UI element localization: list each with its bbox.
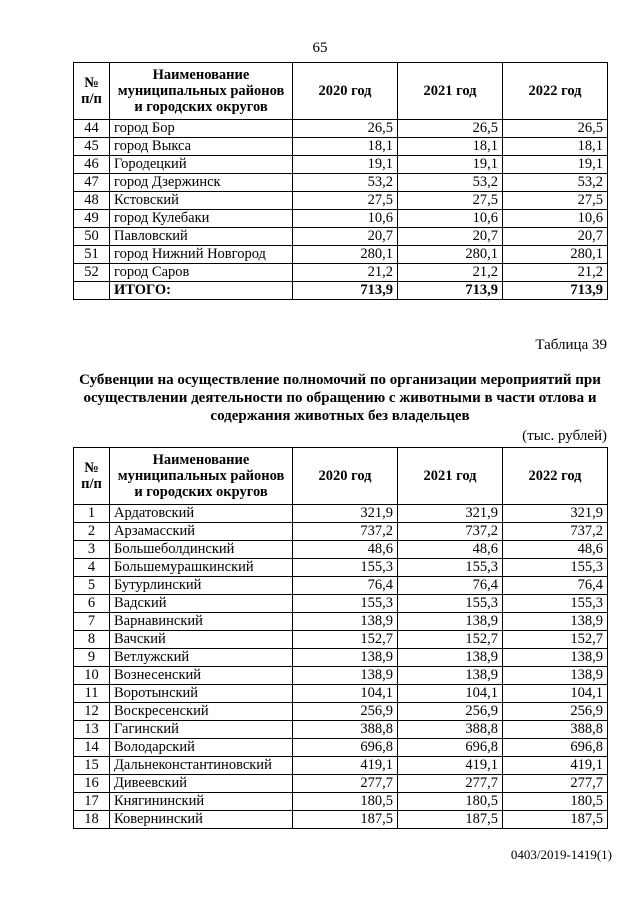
animal-control-subsidy-table bbox=[73, 447, 608, 829]
column-header-2022: 2022 год bbox=[503, 63, 608, 120]
municipality-name: город Бор bbox=[110, 120, 293, 138]
total-2022: 713,9 bbox=[503, 282, 608, 300]
value-2022: 18,1 bbox=[503, 138, 608, 156]
row-number: 14 bbox=[74, 739, 110, 757]
value-2022: 76,4 bbox=[503, 577, 608, 595]
value-2020: 419,1 bbox=[293, 757, 398, 775]
table-header-row bbox=[74, 63, 608, 120]
row-number: 52 bbox=[74, 264, 110, 282]
value-2020: 138,9 bbox=[293, 667, 398, 685]
value-2021: 187,5 bbox=[398, 811, 503, 829]
municipality-name: Ардатовский bbox=[110, 505, 293, 523]
row-number: 50 bbox=[74, 228, 110, 246]
units-label: (тыс. рублей) bbox=[522, 428, 607, 444]
municipality-name: Вадский bbox=[110, 595, 293, 613]
table-number-label: Таблица 39 bbox=[535, 337, 607, 353]
column-header-2021: 2021 год bbox=[398, 448, 503, 505]
municipality-name: Арзамасский bbox=[110, 523, 293, 541]
value-2020: 155,3 bbox=[293, 595, 398, 613]
column-header-2022: 2022 год bbox=[503, 448, 608, 505]
row-number: 17 bbox=[74, 793, 110, 811]
value-2020: 48,6 bbox=[293, 541, 398, 559]
row-number: 7 bbox=[74, 613, 110, 631]
column-header-name: Наименование муниципальных районов и городских округов bbox=[110, 448, 293, 505]
row-number: 16 bbox=[74, 775, 110, 793]
table-row bbox=[74, 811, 608, 829]
value-2020: 277,7 bbox=[293, 775, 398, 793]
table-row bbox=[74, 138, 608, 156]
table-row bbox=[74, 721, 608, 739]
value-2022: 19,1 bbox=[503, 156, 608, 174]
table-row bbox=[74, 210, 608, 228]
municipality-name: город Нижний Новгород bbox=[110, 246, 293, 264]
municipality-name: Воротынский bbox=[110, 685, 293, 703]
value-2022: 277,7 bbox=[503, 775, 608, 793]
table-row bbox=[74, 174, 608, 192]
municipality-name: Гагинский bbox=[110, 721, 293, 739]
municipality-name: Ветлужский bbox=[110, 649, 293, 667]
value-2021: 280,1 bbox=[398, 246, 503, 264]
municipality-name: Кстовский bbox=[110, 192, 293, 210]
total-2020: 713,9 bbox=[293, 282, 398, 300]
document-code: 0403/2019-1419(1) bbox=[510, 847, 612, 862]
value-2022: 21,2 bbox=[503, 264, 608, 282]
table-row bbox=[74, 228, 608, 246]
row-number: 5 bbox=[74, 577, 110, 595]
value-2021: 277,7 bbox=[398, 775, 503, 793]
row-number: 51 bbox=[74, 246, 110, 264]
column-header-num: № п/п bbox=[74, 63, 110, 120]
table-row bbox=[74, 120, 608, 138]
value-2020: 21,2 bbox=[293, 264, 398, 282]
value-2020: 18,1 bbox=[293, 138, 398, 156]
total-row bbox=[74, 282, 608, 300]
municipality-name: город Кулебаки bbox=[110, 210, 293, 228]
value-2021: 18,1 bbox=[398, 138, 503, 156]
value-2020: 20,7 bbox=[293, 228, 398, 246]
value-2021: 152,7 bbox=[398, 631, 503, 649]
value-2022: 388,8 bbox=[503, 721, 608, 739]
table-row bbox=[74, 559, 608, 577]
row-number: 48 bbox=[74, 192, 110, 210]
value-2022: 138,9 bbox=[503, 667, 608, 685]
value-2020: 19,1 bbox=[293, 156, 398, 174]
value-2021: 321,9 bbox=[398, 505, 503, 523]
row-number: 4 bbox=[74, 559, 110, 577]
row-number: 1 bbox=[74, 505, 110, 523]
column-header-2020: 2020 год bbox=[293, 448, 398, 505]
value-2022: 187,5 bbox=[503, 811, 608, 829]
value-2022: 696,8 bbox=[503, 739, 608, 757]
municipality-name: город Дзержинск bbox=[110, 174, 293, 192]
value-2020: 280,1 bbox=[293, 246, 398, 264]
municipality-name: Городецкий bbox=[110, 156, 293, 174]
table-row bbox=[74, 264, 608, 282]
table-title: Субвенции на осуществление полномочий по организации мероприятий при осуществлении деятельности по обращению с животными в части отлова и содержания животных без владельцев bbox=[79, 372, 601, 424]
table-row bbox=[74, 595, 608, 613]
value-2022: 256,9 bbox=[503, 703, 608, 721]
value-2021: 20,7 bbox=[398, 228, 503, 246]
table-row bbox=[74, 613, 608, 631]
value-2021: 138,9 bbox=[398, 613, 503, 631]
value-2020: 321,9 bbox=[293, 505, 398, 523]
municipality-name: город Саров bbox=[110, 264, 293, 282]
value-2021: 27,5 bbox=[398, 192, 503, 210]
municipality-name: Дальнеконстантиновский bbox=[110, 757, 293, 775]
municipality-name: Вачский bbox=[110, 631, 293, 649]
table-row bbox=[74, 649, 608, 667]
municipality-name: Ковернинский bbox=[110, 811, 293, 829]
municipality-name: Большеболдинский bbox=[110, 541, 293, 559]
value-2021: 26,5 bbox=[398, 120, 503, 138]
value-2021: 155,3 bbox=[398, 559, 503, 577]
value-2020: 138,9 bbox=[293, 649, 398, 667]
value-2022: 104,1 bbox=[503, 685, 608, 703]
row-number: 46 bbox=[74, 156, 110, 174]
value-2020: 737,2 bbox=[293, 523, 398, 541]
value-2020: 53,2 bbox=[293, 174, 398, 192]
row-number: 6 bbox=[74, 595, 110, 613]
page-number: 65 bbox=[312, 40, 328, 56]
value-2022: 138,9 bbox=[503, 613, 608, 631]
municipality-name: Княгининский bbox=[110, 793, 293, 811]
value-2020: 388,8 bbox=[293, 721, 398, 739]
value-2022: 27,5 bbox=[503, 192, 608, 210]
table-row bbox=[74, 631, 608, 649]
total-label: ИТОГО: bbox=[110, 282, 293, 300]
column-header-num: № п/п bbox=[74, 448, 110, 505]
value-2022: 280,1 bbox=[503, 246, 608, 264]
municipality-name: Варнавинский bbox=[110, 613, 293, 631]
value-2020: 138,9 bbox=[293, 613, 398, 631]
table-row bbox=[74, 246, 608, 264]
value-2021: 48,6 bbox=[398, 541, 503, 559]
row-number: 10 bbox=[74, 667, 110, 685]
table-row bbox=[74, 192, 608, 210]
row-number: 49 bbox=[74, 210, 110, 228]
row-number: 15 bbox=[74, 757, 110, 775]
value-2020: 10,6 bbox=[293, 210, 398, 228]
row-number: 8 bbox=[74, 631, 110, 649]
row-number: 3 bbox=[74, 541, 110, 559]
value-2021: 388,8 bbox=[398, 721, 503, 739]
municipality-name: город Выкса bbox=[110, 138, 293, 156]
municipality-name: Дивеевский bbox=[110, 775, 293, 793]
row-number: 47 bbox=[74, 174, 110, 192]
table-row bbox=[74, 577, 608, 595]
table-row bbox=[74, 667, 608, 685]
value-2022: 419,1 bbox=[503, 757, 608, 775]
value-2022: 48,6 bbox=[503, 541, 608, 559]
value-2022: 321,9 bbox=[503, 505, 608, 523]
table-row bbox=[74, 775, 608, 793]
value-2022: 20,7 bbox=[503, 228, 608, 246]
total-2021: 713,9 bbox=[398, 282, 503, 300]
value-2021: 104,1 bbox=[398, 685, 503, 703]
value-2022: 53,2 bbox=[503, 174, 608, 192]
municipality-name: Бутурлинский bbox=[110, 577, 293, 595]
value-2022: 155,3 bbox=[503, 595, 608, 613]
value-2022: 737,2 bbox=[503, 523, 608, 541]
row-number: 12 bbox=[74, 703, 110, 721]
value-2022: 10,6 bbox=[503, 210, 608, 228]
value-2020: 27,5 bbox=[293, 192, 398, 210]
municipality-name: Вознесенский bbox=[110, 667, 293, 685]
value-2020: 26,5 bbox=[293, 120, 398, 138]
row-number: 45 bbox=[74, 138, 110, 156]
municipality-name: Воскресенский bbox=[110, 703, 293, 721]
subsidy-table-continued bbox=[73, 62, 608, 300]
table-row bbox=[74, 703, 608, 721]
value-2022: 155,3 bbox=[503, 559, 608, 577]
table-row bbox=[74, 505, 608, 523]
total-num-cell bbox=[74, 282, 110, 300]
value-2021: 138,9 bbox=[398, 667, 503, 685]
value-2021: 19,1 bbox=[398, 156, 503, 174]
value-2022: 26,5 bbox=[503, 120, 608, 138]
value-2022: 138,9 bbox=[503, 649, 608, 667]
column-header-name: Наименование муниципальных районов и городских округов bbox=[110, 63, 293, 120]
value-2021: 256,9 bbox=[398, 703, 503, 721]
column-header-2021: 2021 год bbox=[398, 63, 503, 120]
municipality-name: Володарский bbox=[110, 739, 293, 757]
value-2020: 187,5 bbox=[293, 811, 398, 829]
row-number: 44 bbox=[74, 120, 110, 138]
municipality-name: Павловский bbox=[110, 228, 293, 246]
value-2020: 104,1 bbox=[293, 685, 398, 703]
value-2021: 419,1 bbox=[398, 757, 503, 775]
row-number: 11 bbox=[74, 685, 110, 703]
municipality-name: Большемурашкинский bbox=[110, 559, 293, 577]
table-row bbox=[74, 541, 608, 559]
value-2021: 737,2 bbox=[398, 523, 503, 541]
table-row bbox=[74, 757, 608, 775]
table-header-row bbox=[74, 448, 608, 505]
value-2021: 155,3 bbox=[398, 595, 503, 613]
value-2022: 152,7 bbox=[503, 631, 608, 649]
value-2021: 696,8 bbox=[398, 739, 503, 757]
row-number: 13 bbox=[74, 721, 110, 739]
value-2021: 76,4 bbox=[398, 577, 503, 595]
value-2021: 53,2 bbox=[398, 174, 503, 192]
table-row bbox=[74, 523, 608, 541]
table-row bbox=[74, 739, 608, 757]
column-header-2020: 2020 год bbox=[293, 63, 398, 120]
value-2021: 21,2 bbox=[398, 264, 503, 282]
value-2021: 138,9 bbox=[398, 649, 503, 667]
value-2020: 155,3 bbox=[293, 559, 398, 577]
value-2020: 152,7 bbox=[293, 631, 398, 649]
value-2020: 180,5 bbox=[293, 793, 398, 811]
row-number: 18 bbox=[74, 811, 110, 829]
value-2020: 696,8 bbox=[293, 739, 398, 757]
value-2020: 256,9 bbox=[293, 703, 398, 721]
row-number: 2 bbox=[74, 523, 110, 541]
value-2021: 180,5 bbox=[398, 793, 503, 811]
table-row bbox=[74, 793, 608, 811]
row-number: 9 bbox=[74, 649, 110, 667]
table-row bbox=[74, 685, 608, 703]
value-2021: 10,6 bbox=[398, 210, 503, 228]
table-row bbox=[74, 156, 608, 174]
value-2022: 180,5 bbox=[503, 793, 608, 811]
value-2020: 76,4 bbox=[293, 577, 398, 595]
